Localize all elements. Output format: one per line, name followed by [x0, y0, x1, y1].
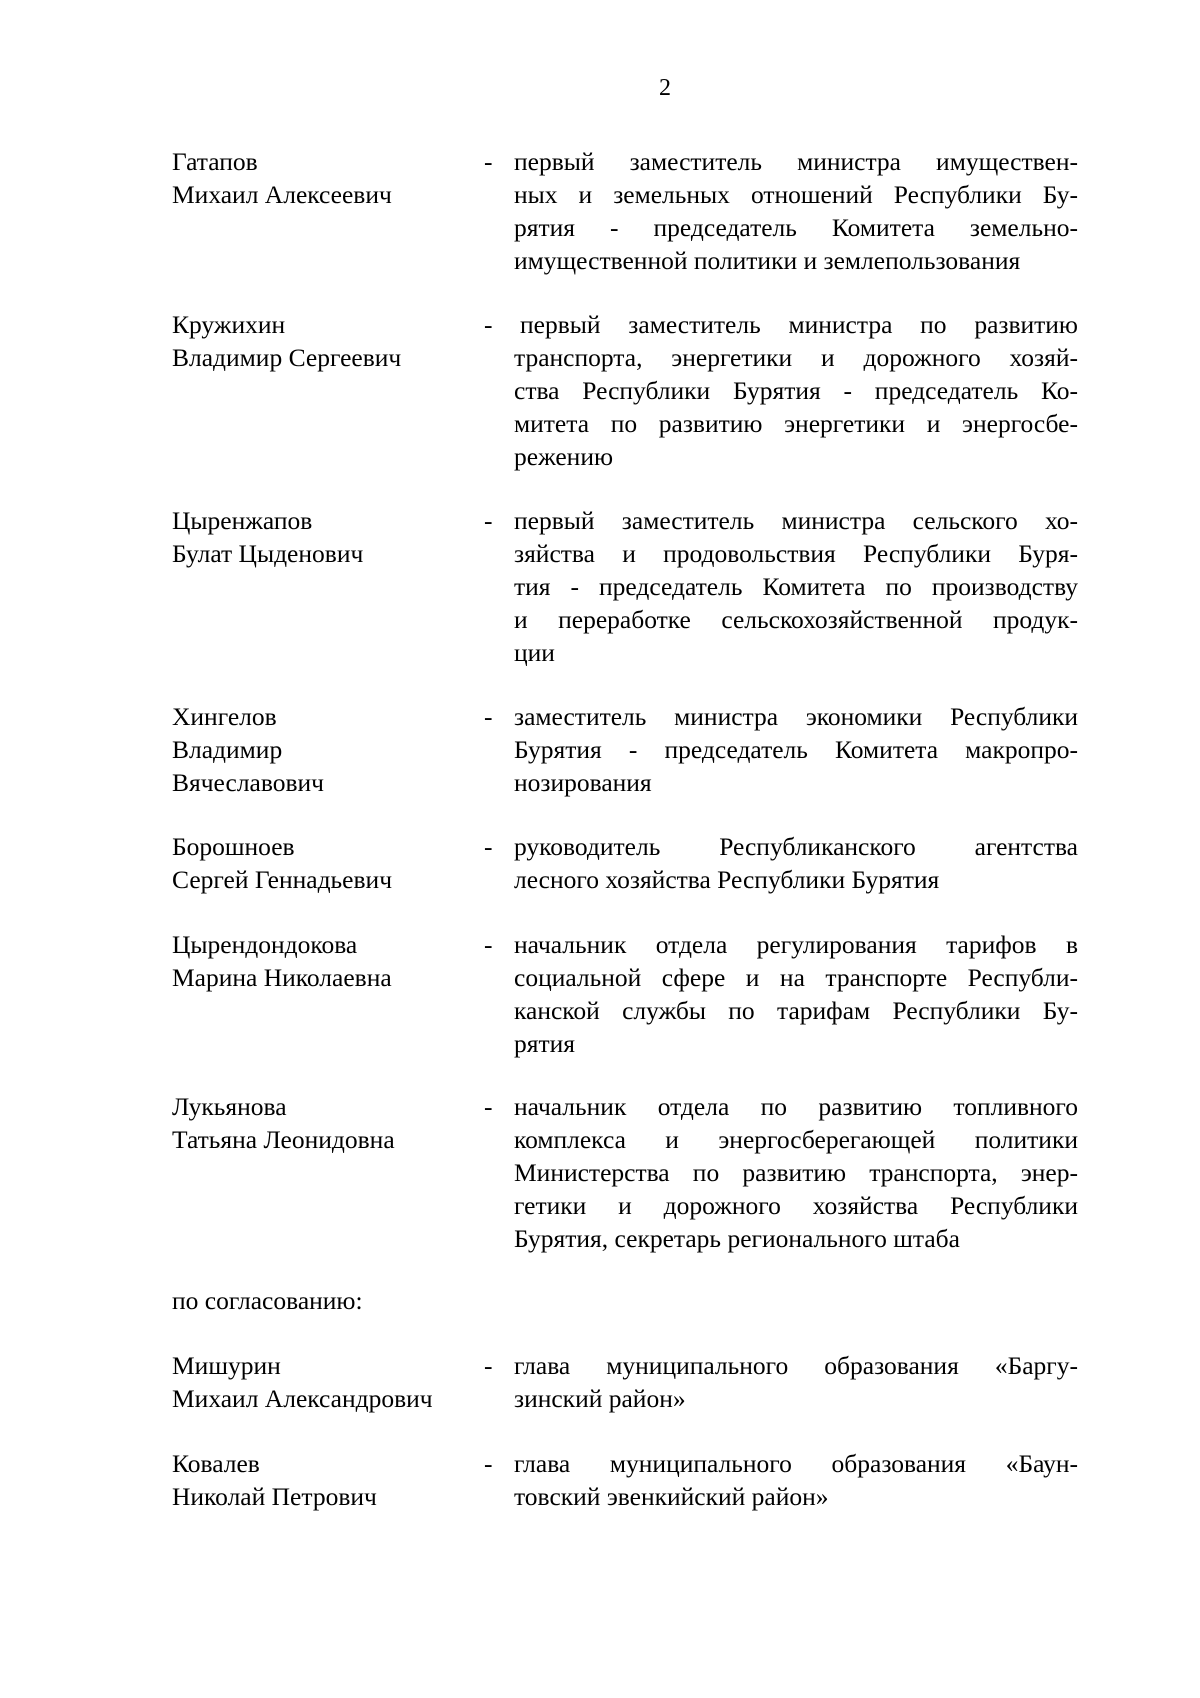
position-line: начальник отдела регулирования тарифов в — [514, 930, 1078, 959]
position-line: имущественной политики и землепользования — [514, 246, 1021, 275]
position-line: глава муниципального образования «Баун- — [514, 1449, 1078, 1478]
position-line: первый заместитель министра имуществен- — [514, 147, 1078, 176]
separator-dash: - — [484, 147, 493, 176]
member-name — [172, 830, 472, 896]
member-position — [514, 1447, 1078, 1513]
position-line: транспорта, энергетики и дорожного хозяй- — [514, 343, 1078, 372]
member-given-names: Михаил Алексеевич — [172, 180, 392, 209]
position-line: нозирования — [514, 768, 652, 797]
position-line: гетики и дорожного хозяйства Республики — [514, 1191, 1078, 1220]
separator-dash: - — [484, 506, 493, 535]
member-surname: Кружихин — [172, 310, 286, 339]
position-line: рятия — [514, 1029, 575, 1058]
position-line: первый заместитель министра сельского хо- — [514, 506, 1078, 535]
member-position — [514, 1349, 1078, 1415]
position-line: Бурятия - председатель Комитета макропро- — [514, 735, 1078, 764]
separator-dash: - — [484, 832, 493, 861]
member-position — [514, 700, 1078, 799]
position-line: начальник отдела по развитию топливного — [514, 1092, 1078, 1121]
page-number: 2 — [659, 75, 671, 101]
member-name — [172, 700, 472, 799]
position-line: Бурятия, секретарь регионального штаба — [514, 1224, 960, 1253]
member-surname: Ковалев — [172, 1449, 260, 1478]
position-line: зяйства и продовольствия Республики Буря- — [514, 539, 1078, 568]
separator-dash: - — [484, 1351, 493, 1380]
position-line: ции — [514, 638, 555, 667]
member-position — [514, 145, 1078, 277]
separator-dash: - — [484, 702, 493, 731]
position-line: рятия - председатель Комитета земельно- — [514, 213, 1078, 242]
member-surname: Лукьянова — [172, 1092, 287, 1121]
position-line: товский эвенкийский район» — [514, 1482, 829, 1511]
position-line: митета по развитию энергетики и энергосбе- — [514, 409, 1078, 438]
position-line: первый заместитель министра по развитию — [520, 310, 1078, 339]
member-position — [514, 928, 1078, 1060]
member-position — [514, 830, 1078, 896]
member-position — [514, 308, 1078, 473]
member-surname: Гатапов — [172, 147, 258, 176]
member-surname: Цырендондокова — [172, 930, 358, 959]
member-patronymic: Вячеславович — [172, 768, 325, 797]
separator-dash: - — [484, 930, 493, 959]
position-line: режению — [514, 442, 614, 471]
position-line: тия - председатель Комитета по производству — [514, 572, 1078, 601]
member-given-names: Татьяна Леонидовна — [172, 1125, 395, 1154]
member-given-names: Михаил Александрович — [172, 1384, 433, 1413]
position-line: зинский район» — [514, 1384, 686, 1413]
member-name — [172, 145, 472, 211]
position-line: и переработке сельскохозяйственной продук- — [514, 605, 1078, 634]
position-line: социальной сфере и на транспорте Республи- — [514, 963, 1078, 992]
agreement-section-label: по согласованию: — [172, 1286, 363, 1315]
member-given-names: Булат Цыденович — [172, 539, 364, 568]
member-given-names: Марина Николаевна — [172, 963, 392, 992]
position-line: заместитель министра экономики Республики — [514, 702, 1078, 731]
member-name — [172, 1447, 472, 1513]
member-surname: Цыренжапов — [172, 506, 313, 535]
member-given-names: Владимир Сергеевич — [172, 343, 402, 372]
member-name — [172, 1090, 472, 1156]
member-surname: Хингелов — [172, 702, 277, 731]
member-position — [514, 504, 1078, 669]
position-line: глава муниципального образования «Баргу- — [514, 1351, 1078, 1380]
position-line: ных и земельных отношений Республики Бу- — [514, 180, 1078, 209]
member-name — [172, 308, 472, 374]
position-line: комплекса и энергосберегающей политики — [514, 1125, 1078, 1154]
position-line: канской службы по тарифам Республики Бу- — [514, 996, 1078, 1025]
member-name — [172, 1349, 472, 1415]
member-position — [514, 1090, 1078, 1255]
member-given-names: Николай Петрович — [172, 1482, 377, 1511]
position-line: Министерства по развитию транспорта, энер- — [514, 1158, 1078, 1187]
separator-dash: - — [484, 1449, 493, 1478]
position-line: ства Республики Бурятия - председатель Ко- — [514, 376, 1078, 405]
member-name — [172, 928, 472, 994]
member-given-names: Владимир — [172, 735, 283, 764]
separator-dash: - — [484, 310, 493, 339]
position-line: лесного хозяйства Республики Бурятия — [514, 865, 940, 894]
member-name — [172, 504, 472, 570]
member-surname: Борошноев — [172, 832, 295, 861]
position-line: руководитель Республиканского агентства — [514, 832, 1078, 861]
member-given-names: Сергей Геннадьевич — [172, 865, 393, 894]
member-surname: Мишурин — [172, 1351, 281, 1380]
separator-dash: - — [484, 1092, 493, 1121]
